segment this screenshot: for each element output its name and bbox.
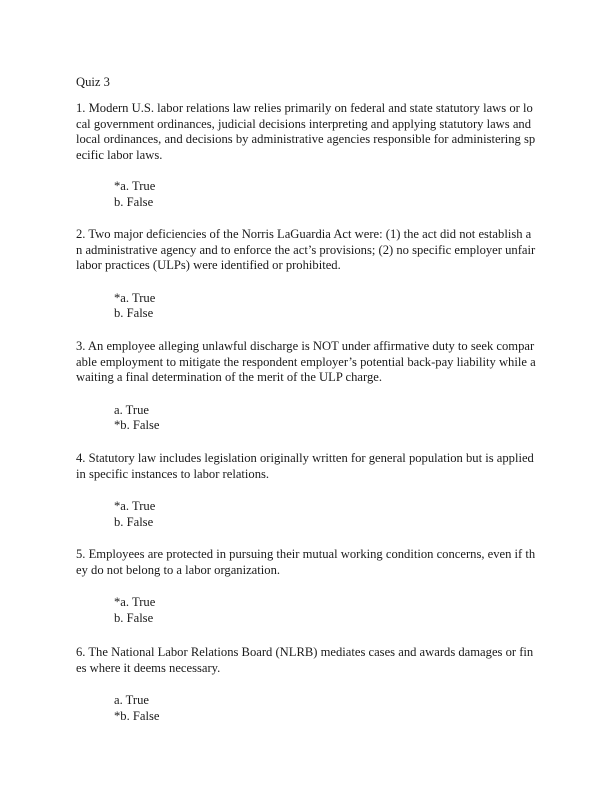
question-2 — [76, 227, 536, 322]
question-1 — [76, 101, 536, 210]
answer-options — [76, 403, 536, 434]
question-text: 1. Modern U.S. labor relations law relies primarily on federal and state statutory laws or local government ordinances, judicial decisions interpreting and applying statutory laws and local ordinances, and decisions by administrative agencies responsible for administering specific labor laws. — [76, 101, 536, 162]
question-text: 3. An employee alleging unlawful discharge is NOT under affirmative duty to seek comparable employment to mitigate the respondent employer’s potential back-pay liability while awaiting a final determination of the merit of the ULP charge. — [76, 339, 536, 384]
quiz-title: Quiz 3 — [76, 75, 110, 89]
answer-option-a: *a. True — [114, 499, 156, 513]
answer-option-b: b. False — [114, 514, 154, 529]
answer-option-a: *a. True — [114, 290, 156, 305]
answer-options — [76, 693, 536, 724]
question-4 — [76, 451, 536, 530]
answer-options — [76, 291, 536, 322]
answer-option-b: b. False — [114, 610, 154, 625]
answer-option-b: *b. False — [114, 708, 160, 723]
answer-option-b: b. False — [114, 306, 154, 320]
answer-option-b: *b. False — [114, 418, 160, 432]
answer-option-a: *a. True — [114, 595, 156, 609]
question-3 — [76, 339, 536, 434]
answer-options — [76, 595, 536, 626]
answer-options — [76, 499, 536, 530]
answer-option-a: *a. True — [114, 179, 156, 193]
answer-option-b: b. False — [114, 194, 154, 209]
question-text: 6. The National Labor Relations Board (NLRB) mediates cases and awards damages or fines where it deems necessary. — [76, 645, 534, 675]
answer-options — [76, 179, 536, 210]
answer-option-a: a. True — [114, 402, 149, 417]
question-5 — [76, 547, 536, 626]
question-text: 2. Two major deficiencies of the Norris LaGuardia Act were: (1) the act did not establish an administrative agency and to enforce the act’s provisions; (2) no specific employer unfair labor practices (ULPs) were identified or prohibited. — [76, 227, 536, 272]
answer-option-a: a. True — [114, 693, 149, 707]
question-6 — [76, 645, 536, 724]
question-text: 5. Employees are protected in pursuing their mutual working condition concerns, even if they do not belong to a labor organization. — [76, 547, 536, 577]
question-text: 4. Statutory law includes legislation originally written for general population but is applied in specific instances to labor relations. — [76, 451, 534, 481]
